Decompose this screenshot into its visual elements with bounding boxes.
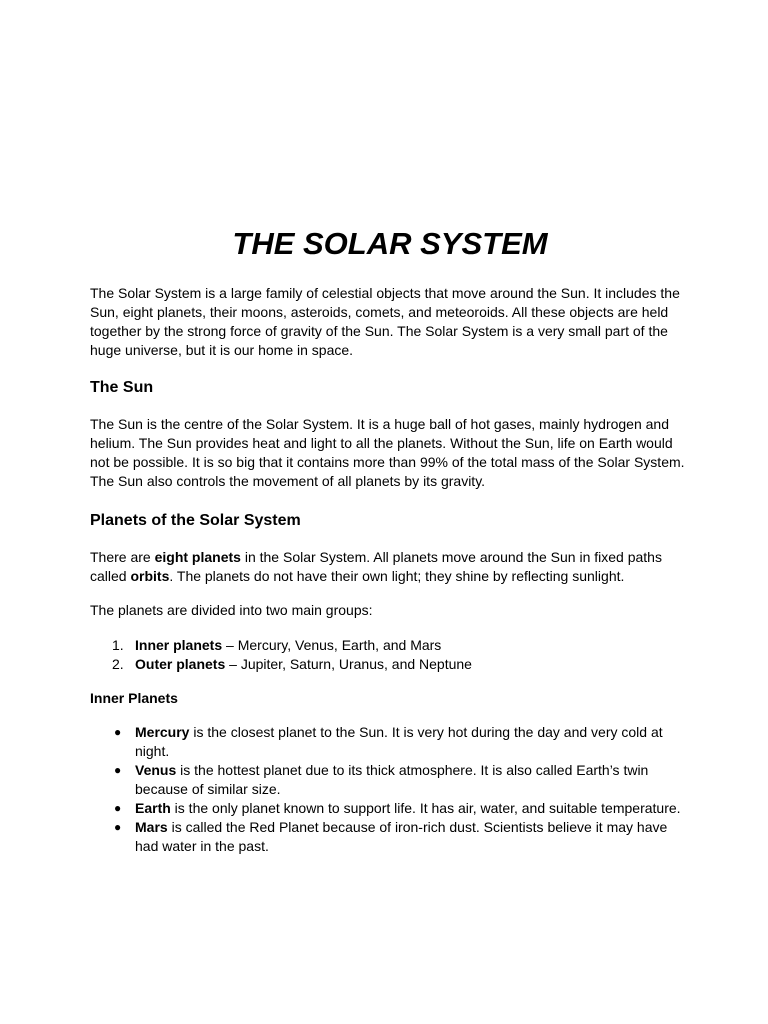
list-item [90,723,690,761]
list-number: 1. [112,637,124,653]
list-item [90,655,690,674]
inner-planets-list [90,723,690,856]
planets-emphasis: orbits [130,568,170,584]
intro-paragraph: The Solar System is a large family of celestial objects that move around the Sun. It includes the Sun, eight planets, their moons, asteroids, comets, and meteoroids. All these objects are held together by the strong force of gravity of the Sun. The Solar System is a very small part of the huge universe, but it is our home in space. [90,285,680,358]
list-item-text: – Mercury, Venus, Earth, and Mars [222,637,442,653]
list-item [90,636,690,655]
list-item [90,799,690,818]
sun-heading: The Sun [90,379,154,396]
bullet-icon: ● [114,820,122,834]
document-title: THE SOLAR SYSTEM [232,226,548,261]
list-item-text: is called the Red Planet because of iron-rich dust. Scientists believe it may have had water in the past. [135,819,668,854]
bullet-icon: ● [114,725,122,739]
list-item-term: Earth [135,800,171,816]
list-item-text: is the only planet known to support life. It has air, water, and suitable temperature. [170,800,681,816]
list-item-term: Inner planets [135,637,223,653]
planets-heading: Planets of the Solar System [90,512,301,529]
list-number: 2. [112,656,124,672]
list-item-term: Venus [135,762,177,778]
groups-intro: The planets are divided into two main groups: [90,602,373,618]
planets-emphasis: eight planets [154,549,241,565]
planets-text: There are [90,549,155,565]
bullet-icon: ● [114,763,122,777]
inner-planets-heading: Inner Planets [90,690,178,706]
planets-text: in the Solar System. All planets move around the Sun in fixed paths called [90,549,662,584]
list-item [90,761,690,799]
list-item-term: Mercury [135,724,190,740]
planet-groups-list [90,636,690,674]
list-item-term: Outer planets [135,656,226,672]
list-item-text: is the hottest planet due to its thick atmosphere. It is also called Earth’s twin because of similar size. [135,762,649,797]
list-item-text: is the closest planet to the Sun. It is very hot during the day and very cold at night. [135,724,663,759]
bullet-icon: ● [114,801,122,815]
planets-paragraph [90,548,690,586]
sun-paragraph: The Sun is the centre of the Solar System. It is a huge ball of hot gases, mainly hydrogen and helium. The Sun provides heat and light to all the planets. Without the Sun, life on Earth would not be possible. It is so big that it contains more than 99% of the total mass of the Solar System. The Sun also controls the movement of all planets by its gravity. [90,416,685,489]
planets-text: . The planets do not have their own light; they shine by reflecting sunlight. [169,568,625,584]
document-content [90,225,690,856]
list-item-text: – Jupiter, Saturn, Uranus, and Neptune [225,656,472,672]
list-item [90,818,690,856]
list-item-term: Mars [135,819,168,835]
